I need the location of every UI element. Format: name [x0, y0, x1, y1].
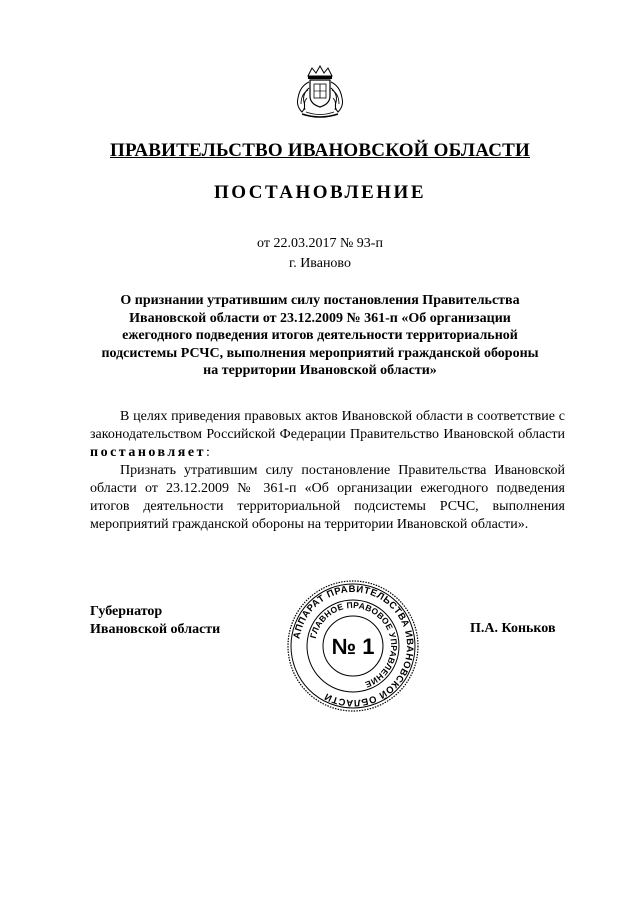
organization-name: ПРАВИТЕЛЬСТВО ИВАНОВСКОЙ ОБЛАСТИ [110, 140, 530, 161]
coat-of-arms-icon [290, 62, 350, 122]
paragraph-preamble [90, 408, 565, 462]
seal-number: № 1 [331, 634, 375, 659]
signatory-name: П.А. Коньков [470, 621, 556, 636]
document-body [90, 408, 565, 534]
document-date-number: от 22.03.2017 № 93-п [257, 236, 383, 251]
paragraph-resolution: Признать утратившим силу постановление Правительства Ивановской области от 23.12.2009 № 361-п «Об организации ежегодного подведения итогов деятельности территориальной подсистемы РСЧС, выполнения мероприятий гражданской обороны на территории Ивановской области». [90, 463, 565, 532]
preamble-colon: : [205, 445, 210, 460]
seal-ring-text: АППАРАТ ПРАВИТЕЛЬСТВА ИВАНОВСКОЙ ОБЛАСТИ [291, 583, 416, 709]
signatory-position [90, 603, 220, 639]
document-title: О признании утратившим силу постановления Правительства Ивановской области от 23.12.2009 № 361-п «Об организации ежегодного подведения итогов деятельности территориальной подсистемы РСЧС, выполнения мероприятий гражданской обороны на территории Ивановской области» [101, 293, 539, 378]
signatory-position-line1: Губернатор [90, 604, 163, 619]
seal-inner-text: ГЛАВНОЕ ПРАВОВОЕ УПРАВЛЕНИЕ [307, 599, 400, 690]
official-seal-stamp [285, 578, 421, 714]
document-city: г. Иваново [289, 256, 351, 271]
signatory-position-line2: Ивановской области [90, 622, 221, 637]
document-type: ПОСТАНОВЛЕНИЕ [213, 182, 427, 203]
preamble-text: В целях приведения правовых актов Ивановской области в соответствие с законодательством Российской Федерации Правительство Ивановской области [90, 409, 565, 442]
decree-verb: постановляет [90, 445, 206, 460]
